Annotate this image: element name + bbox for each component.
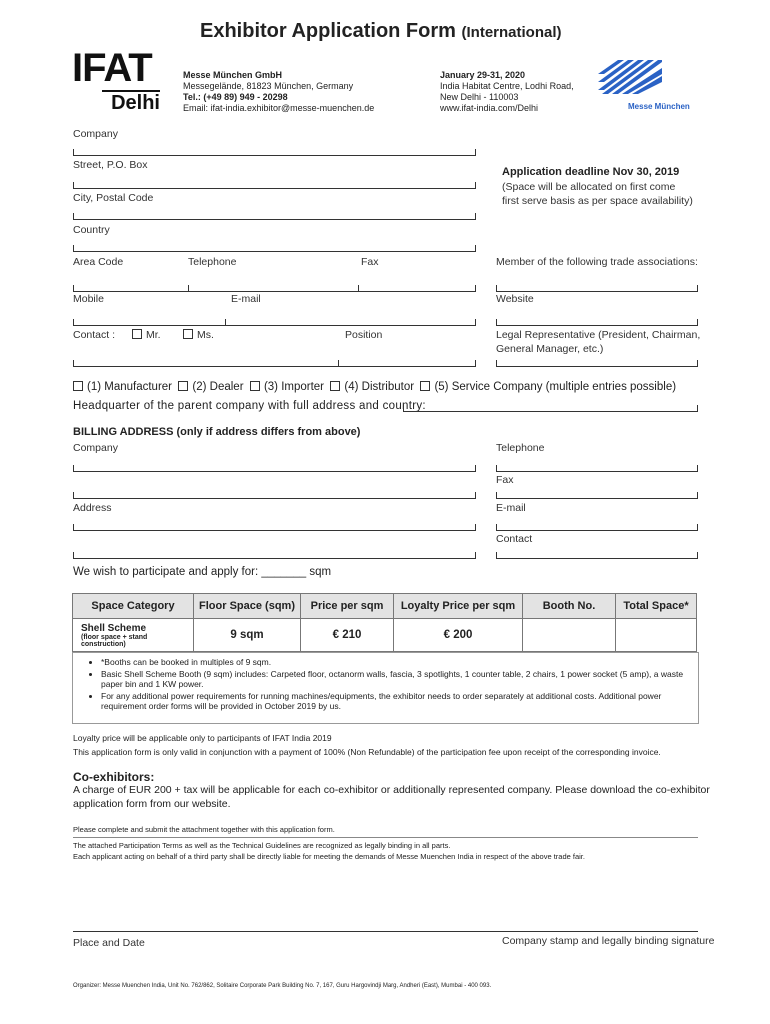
billing-email-label: E-mail <box>496 502 526 514</box>
table-row <box>73 619 697 652</box>
stamp-signature-label: Company stamp and legally binding signature <box>502 935 715 947</box>
organizer-block: Messe München GmbH Messegelände, 81823 München, Germany Tel.: (+49 89) 949 - 20298 Email: ifat-india.exhibitor@messe-muenchen.de <box>183 70 375 113</box>
table-header: Floor Space (sqm) <box>194 594 301 619</box>
note-item: • Basic Shell Scheme Booth (9 sqm) includes: Carpeted floor, octanorm walls, fascia, 3 spotlights, 1 counter table, 2 chairs, 1 power socket (5 amp), a waste paper bin and 1 KW power. <box>101 669 698 690</box>
manufacturer-option[interactable]: (1) Manufacturer <box>73 381 172 393</box>
manufacturer-checkbox[interactable] <box>73 381 83 391</box>
importer-checkbox[interactable] <box>250 381 260 391</box>
table-header-row <box>73 594 697 619</box>
billing-fax-label: Fax <box>496 474 514 486</box>
importer-option[interactable]: (3) Importer <box>250 381 324 393</box>
telephone-input[interactable] <box>188 291 358 292</box>
coex-line1: A charge of EUR 200 + tax will be applicable for each co-exhibitor or additionally represented company. Please download the co-exhibitor <box>73 784 710 796</box>
website-label: Website <box>496 293 534 305</box>
company-input[interactable] <box>73 155 475 156</box>
table-header: Space Category <box>73 594 194 619</box>
company-label: Company <box>73 128 118 140</box>
mobile-input[interactable] <box>73 325 225 326</box>
page-title: Exhibitor Application Form (International) <box>200 20 562 42</box>
billing-heading: BILLING ADDRESS (only if address differs from above) <box>73 426 361 438</box>
dealer-option[interactable]: (2) Dealer <box>178 381 243 393</box>
billing-email-input[interactable] <box>496 530 697 531</box>
space-table <box>72 593 697 652</box>
ifat-logo-text: IFAT <box>72 46 152 90</box>
submit-note: Please complete and submit the attachment together with this application form. <box>73 825 335 834</box>
billing-contact-label: Contact <box>496 533 533 545</box>
contact-input[interactable] <box>73 366 338 367</box>
messe-muenchen-logo-mark <box>598 60 662 102</box>
ms-checkbox[interactable] <box>183 329 193 339</box>
ifat-logo <box>72 48 162 116</box>
billing-contact-input[interactable] <box>496 558 697 559</box>
email-label: E-mail <box>231 293 261 305</box>
street-input[interactable] <box>73 188 475 189</box>
mobile-label: Mobile <box>73 293 104 305</box>
terms-line2: Each applicant acting on behalf of a third party shall be directly liable for meeting the demands of Messe Muenchen India in respect of the above trade fair. <box>73 852 585 861</box>
hq-label: Headquarter of the parent company with full address and country: <box>73 400 426 412</box>
coex-heading: Co-exhibitors: <box>73 770 155 784</box>
ifat-logo-city: Delhi <box>111 92 160 114</box>
service-option[interactable]: (5) Service Company (multiple entries possible) <box>420 381 676 393</box>
legal-rep-label2: General Manager, etc.) <box>496 343 604 355</box>
hq-input[interactable] <box>403 411 697 412</box>
fax-input[interactable] <box>358 291 475 292</box>
area-code-input[interactable] <box>73 291 188 292</box>
mr-checkbox[interactable] <box>132 329 142 339</box>
member-input[interactable] <box>496 291 697 292</box>
distributor-checkbox[interactable] <box>330 381 340 391</box>
deadline-line2: first serve basis as per space availability) <box>502 195 693 207</box>
website-input[interactable] <box>496 325 697 326</box>
mr-option[interactable]: Mr. <box>132 329 161 341</box>
billing-telephone-label: Telephone <box>496 442 545 454</box>
signature-line[interactable] <box>73 931 698 932</box>
dealer-checkbox[interactable] <box>178 381 188 391</box>
table-header: Booth No. <box>523 594 616 619</box>
terms-line1: The attached Participation Terms as well as the Technical Guidelines are recognized as legally binding in all parts. <box>73 841 451 850</box>
city-input[interactable] <box>73 219 475 220</box>
email-input[interactable] <box>225 325 475 326</box>
deadline-title: Application deadline Nov 30, 2019 <box>502 166 680 178</box>
table-cell-price: € 210 <box>301 619 394 652</box>
billing-company-input[interactable] <box>73 471 475 472</box>
billing-telephone-input[interactable] <box>496 471 697 472</box>
notes-box <box>72 652 699 724</box>
legal-rep-input[interactable] <box>496 366 697 367</box>
messe-muenchen-logo-text: Messe München <box>628 102 690 111</box>
deadline-box <box>497 162 697 212</box>
member-label: Member of the following trade associations: <box>496 256 698 268</box>
footer-organizer: Organizer: Messe Muenchen India, Unit No. 762/862, Solitaire Corporate Park Building No. 7, 167, Guru Hargovindji Marg, Andheri (East), Mumbai - 400 093. <box>73 983 492 989</box>
billing-address-label: Address <box>73 502 112 514</box>
place-date-label: Place and Date <box>73 937 145 949</box>
billing-company-label: Company <box>73 442 118 454</box>
deadline-line1: (Space will be allocated on first come <box>502 181 676 193</box>
position-label: Position <box>345 329 383 341</box>
billing-fax-input[interactable] <box>496 498 697 499</box>
table-cell-floor: 9 sqm <box>194 619 301 652</box>
distributor-option[interactable]: (4) Distributor <box>330 381 414 393</box>
telephone-label: Telephone <box>188 256 237 268</box>
table-header: Loyalty Price per sqm <box>394 594 523 619</box>
street-label: Street, P.O. Box <box>73 159 148 171</box>
area-code-label: Area Code <box>73 256 124 268</box>
loyalty-note: Loyalty price will be applicable only to participants of IFAT India 2019 <box>73 733 332 743</box>
table-header: Total Space* <box>616 594 697 619</box>
table-cell-booth[interactable] <box>523 619 616 652</box>
coex-line2: application form from our website. <box>73 798 231 810</box>
validity-note: This application form is only valid in conjunction with a payment of 100% (Non Refundable) of the participation fee upon receipt of the corresponding invoice. <box>73 747 661 757</box>
service-checkbox[interactable] <box>420 381 430 391</box>
country-label: Country <box>73 224 110 236</box>
divider <box>73 837 698 838</box>
table-header: Price per sqm <box>301 594 394 619</box>
billing-address-input[interactable] <box>73 530 475 531</box>
contact-label: Contact : <box>73 329 116 341</box>
table-cell-total[interactable] <box>616 619 697 652</box>
table-cell-category: Shell Scheme (floor space + stand construction) <box>73 619 194 652</box>
messe-muenchen-logo <box>598 60 698 110</box>
event-block: January 29-31, 2020 India Habitat Centre, Lodhi Road, New Delhi - 110003 www.ifat-india.com/Delhi <box>440 70 574 113</box>
table-cell-loyalty: € 200 <box>394 619 523 652</box>
city-label: City, Postal Code <box>73 192 154 204</box>
billing-address-input-2[interactable] <box>73 558 475 559</box>
legal-rep-label1: Legal Representative (President, Chairman, <box>496 329 701 341</box>
position-input[interactable] <box>338 366 475 367</box>
billing-company-input-2[interactable] <box>73 498 475 499</box>
participate-line[interactable]: We wish to participate and apply for: _______ sqm <box>73 566 332 578</box>
fax-label: Fax <box>361 256 379 268</box>
ms-option[interactable]: Ms. <box>183 329 214 341</box>
country-input[interactable] <box>73 251 475 252</box>
note-item: • For any additional power requirements for running machines/equipments, the exhibitor needs to order separately at additional costs. Additional power requirement order forms will be provided in October 2019 by us. <box>101 691 698 712</box>
note-item: • *Booths can be booked in multiples of 9 sqm. <box>101 657 698 668</box>
company-type-options <box>73 381 676 393</box>
